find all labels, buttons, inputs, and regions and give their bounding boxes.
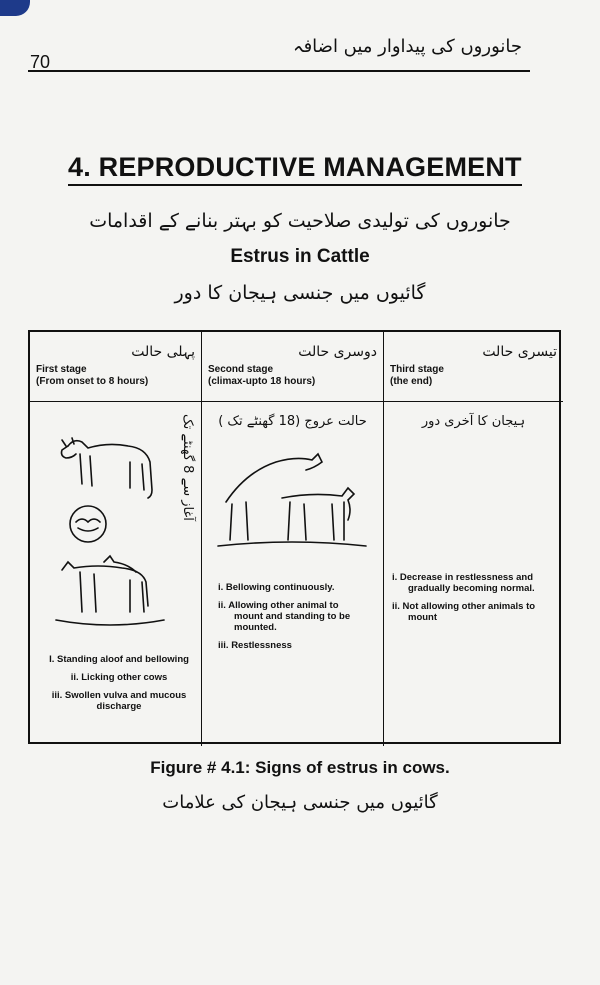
stage-label-urdu: تیسری حالت (482, 344, 557, 360)
stage-label: First stage (36, 364, 87, 375)
sign-item: I. Standing aloof and bellowing (49, 654, 189, 665)
page-corner-mark (0, 0, 30, 16)
stage-note-urdu: آغاز سے 8 گھنٹے تک (180, 414, 195, 521)
stage-label-urdu: دوسری حالت (298, 344, 377, 360)
sign-item: i. Decrease in restlessness and gradually becoming normal. (392, 572, 535, 594)
stage-header-third (384, 332, 563, 402)
stage-body-second (202, 402, 384, 746)
chapter-subtitle-urdu: جانوروں کی تولیدی صلاحیت کو بہتر بنانے کے اقدامات (89, 210, 511, 232)
stage-sublabel: (the end) (390, 376, 433, 387)
running-title-urdu: جانوروں کی پیداوار میں اضافہ (293, 36, 522, 57)
stage-body-third (384, 402, 563, 746)
stage-note-urdu: حالت عروج (18 گھنٹے تک ) (218, 414, 367, 429)
page-number: 70 (30, 52, 51, 72)
stage-header-second (202, 332, 384, 402)
section-title-urdu: گائیوں میں جنسی ہیجان کا دور (174, 282, 426, 304)
stage-note-urdu: ہیجان کا آخری دور (421, 414, 526, 429)
stage-label: Second stage (208, 364, 274, 375)
stage-signs-list (40, 654, 198, 719)
sign-item: iii. Restlessness (218, 640, 292, 651)
stage-header-first (30, 332, 202, 402)
section-title: Estrus in Cattle (230, 246, 370, 267)
estrus-signs-table (28, 330, 561, 744)
figure-caption: Figure # 4.1: Signs of estrus in cows. (150, 758, 450, 777)
stage-signs-list (218, 582, 368, 658)
stage-signs-list (392, 572, 552, 630)
stage-label: Third stage (390, 364, 444, 375)
cow-mounting-illustration (212, 442, 372, 552)
cow-licking-illustration (48, 424, 168, 544)
sign-item: ii. Not allowing other animals to mount (392, 601, 536, 623)
sign-item: ii. Licking other cows (70, 672, 168, 683)
chapter-title: 4. REPRODUCTIVE MANAGEMENT (68, 152, 522, 186)
sign-item: ii. Allowing other animal to mount and standing to be mounted. (218, 600, 351, 633)
sign-item: iii. Swollen vulva and mucous discharge (51, 690, 187, 712)
header-rule (28, 70, 530, 72)
cows-standing-illustration (50, 550, 170, 640)
stage-sublabel: (From onset to 8 hours) (36, 376, 149, 387)
stage-sublabel: (climax-upto 18 hours) (208, 376, 316, 387)
sign-item: i. Bellowing continuously. (218, 582, 335, 593)
figure-caption-urdu: گائیوں میں جنسی ہیجان کی علامات (162, 792, 438, 813)
stage-body-first (30, 402, 202, 746)
stage-label-urdu: پہلی حالت (131, 344, 195, 360)
